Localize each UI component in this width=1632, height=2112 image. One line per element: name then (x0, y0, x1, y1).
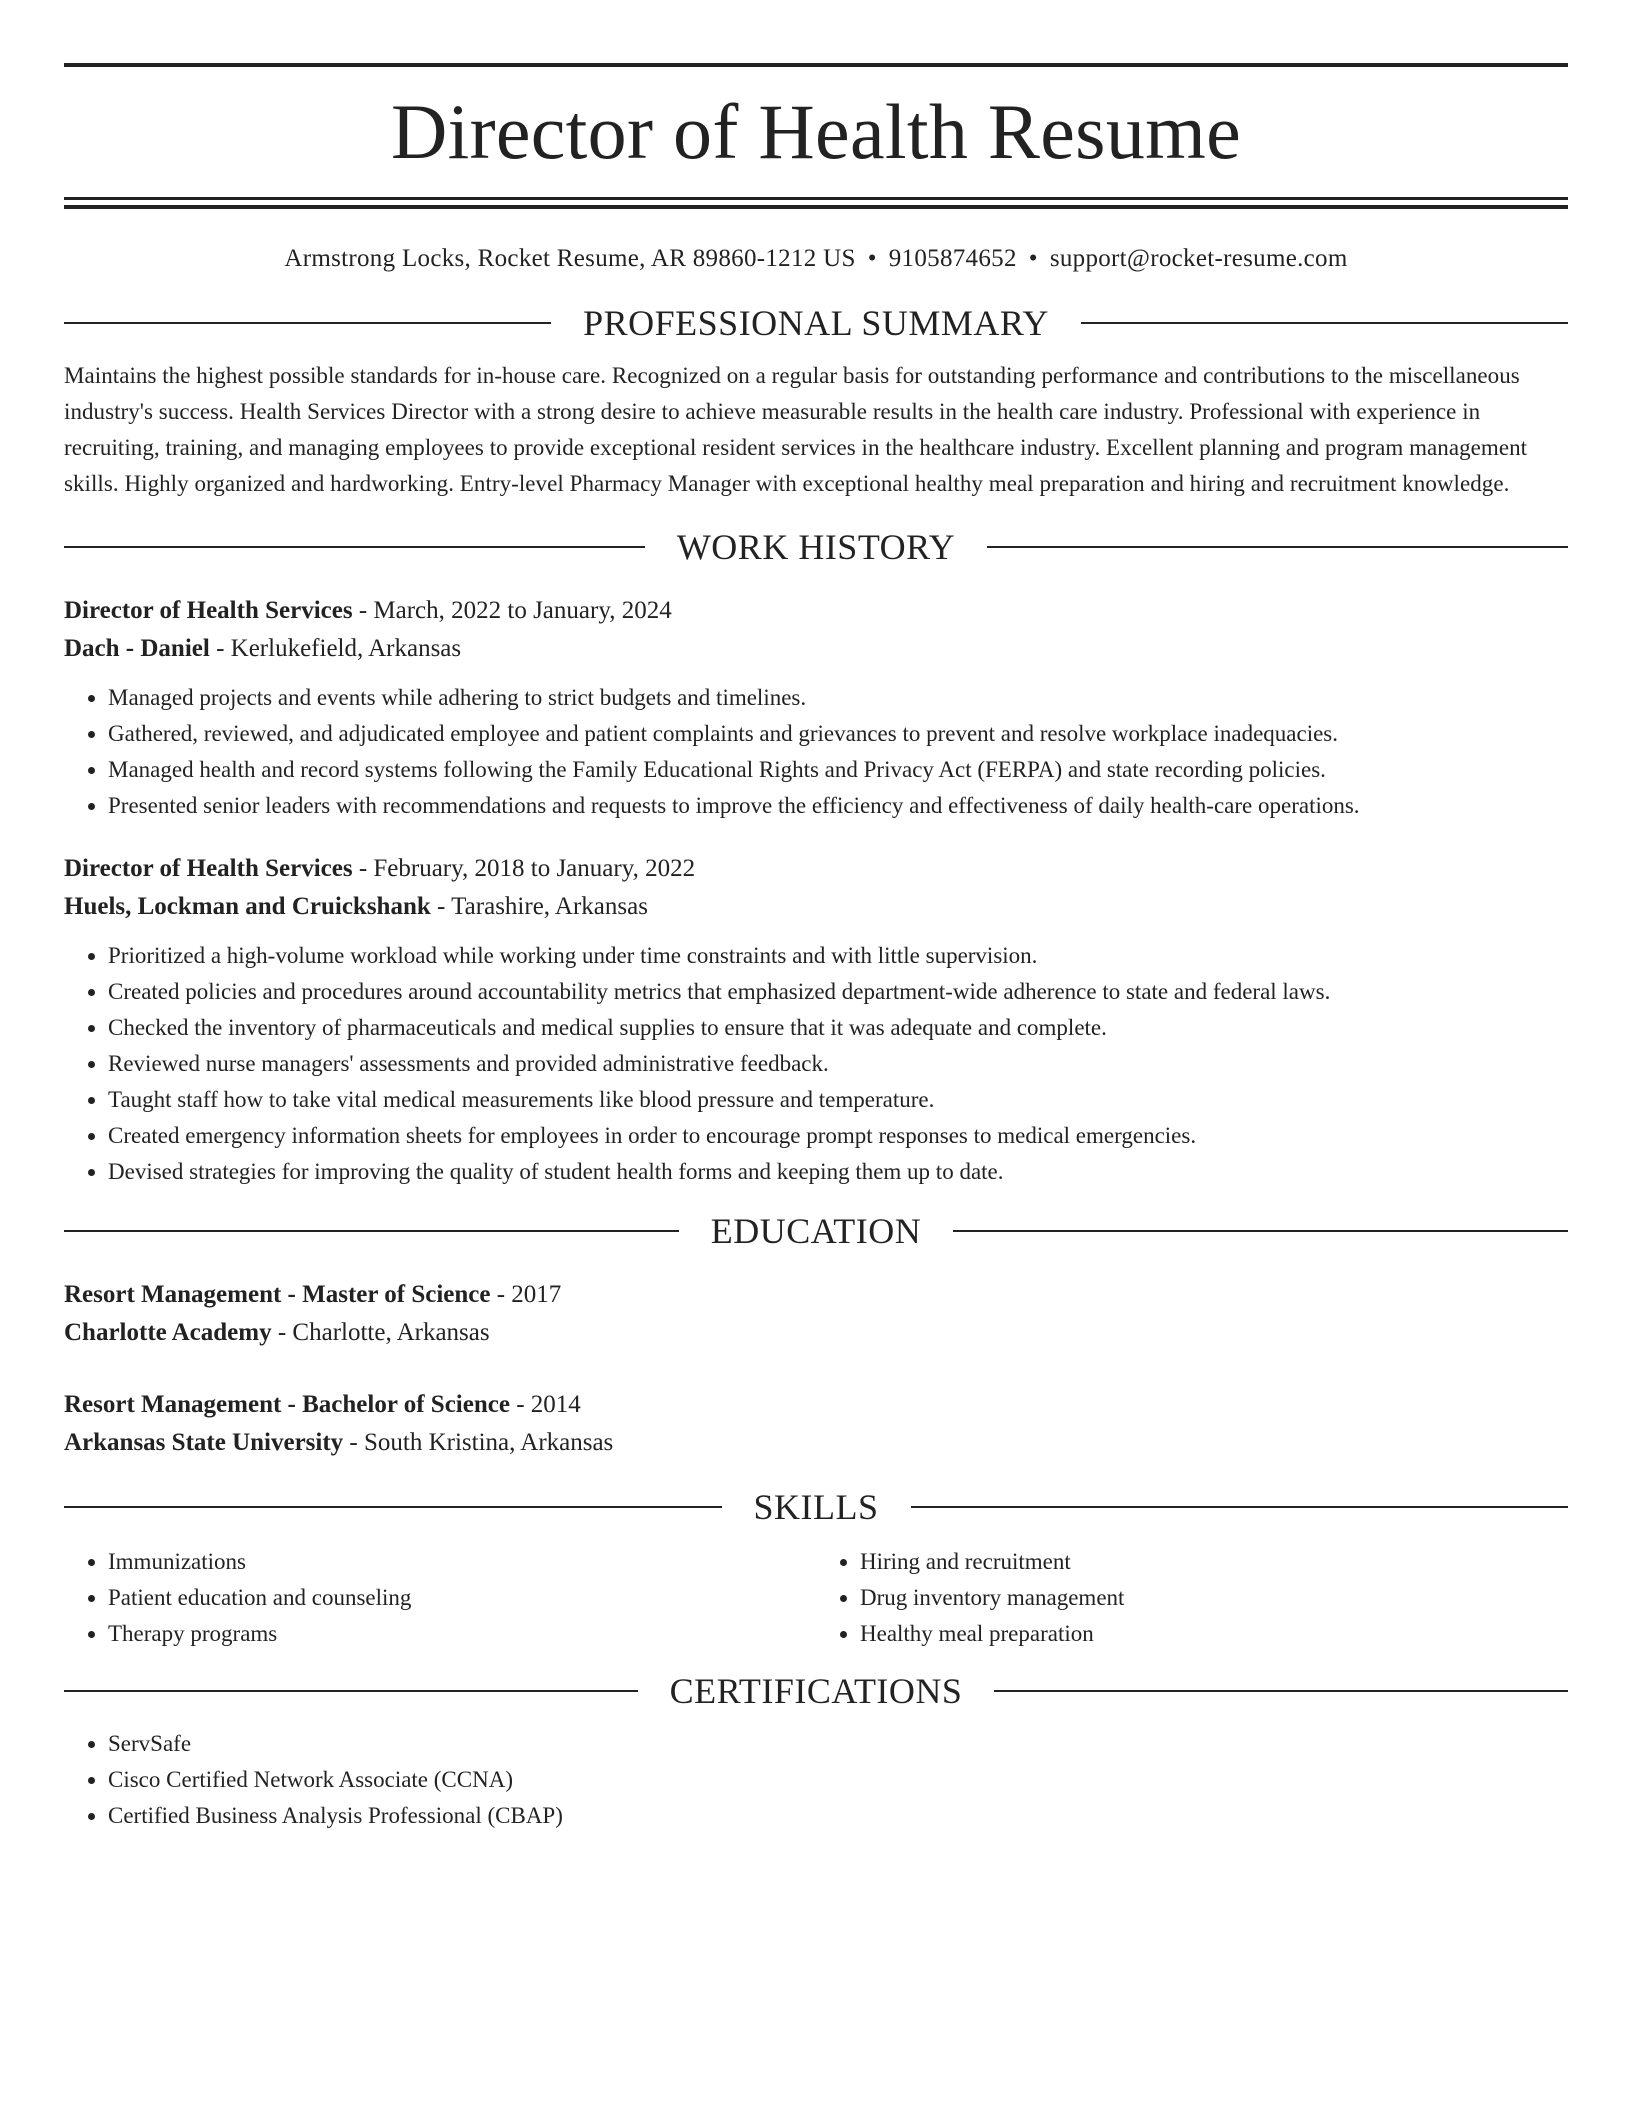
job-bullets (64, 938, 1568, 1190)
list-item: • Hiring and recruitment (860, 1544, 1568, 1580)
job-company-line (64, 630, 1568, 668)
contact-line (64, 242, 1568, 276)
job-title: Director of Health Services (64, 855, 353, 882)
degree-line (64, 1386, 1568, 1424)
job-company-line (64, 888, 1568, 926)
list-item: • Taught staff how to take vital medical measurements like blood pressure and temperature. (108, 1082, 1568, 1118)
list-item: • Certified Business Analysis Professional (CBAP) (108, 1798, 1568, 1834)
contact-separator: • (867, 245, 877, 272)
job-title-line (64, 850, 1568, 888)
list-item: • Healthy meal preparation (860, 1616, 1568, 1652)
degree-line (64, 1276, 1568, 1314)
section-title: SKILLS (753, 1487, 879, 1527)
job-entry (64, 850, 1568, 1190)
list-item: • Presented senior leaders with recommendations and requests to improve the efficiency and effectiveness of daily health-care operations. (108, 788, 1568, 824)
section-rule-left (64, 1690, 638, 1692)
list-item: • Cisco Certified Network Associate (CCNA) (108, 1762, 1568, 1798)
list-item: • Immunizations (108, 1544, 816, 1580)
title-double-rule (64, 197, 1568, 209)
school-location: - South Kristina, Arkansas (343, 1429, 614, 1456)
contact-separator: • (1028, 245, 1038, 272)
job-location: - Tarashire, Arkansas (430, 893, 648, 920)
list-item: • Managed projects and events while adhering to strict budgets and timelines. (108, 680, 1568, 716)
section-header-summary (64, 300, 1568, 346)
section-rule-right (1081, 322, 1568, 324)
job-company: Dach - Daniel (64, 635, 210, 662)
school-line (64, 1314, 1568, 1352)
section-rule-left (64, 322, 551, 324)
list-item: • Created emergency information sheets for employees in order to encourage prompt responses to medical emergencies. (108, 1118, 1568, 1154)
job-title-line (64, 592, 1568, 630)
list-item: • Checked the inventory of pharmaceuticals and medical supplies to ensure that it was adequate and complete. (108, 1010, 1568, 1046)
job-dates: - February, 2018 to January, 2022 (352, 855, 696, 882)
list-item: • Prioritized a high-volume workload while working under time constraints and with little supervision. (108, 938, 1568, 974)
top-rule (64, 63, 1568, 67)
job-location: - Kerlukefield, Arkansas (209, 635, 462, 662)
skills-columns (64, 1544, 1568, 1652)
skills-list-left (64, 1544, 816, 1652)
job-entry (64, 592, 1568, 824)
contact-address: Armstrong Locks, Rocket Resume, AR 89860-1212 US (284, 245, 856, 272)
section-rule-right (987, 546, 1568, 548)
section-title: CERTIFICATIONS (669, 1671, 963, 1711)
education-entry (64, 1386, 1568, 1462)
degree: Resort Management - Bachelor of Science (64, 1391, 510, 1418)
job-company: Huels, Lockman and Cruickshank (64, 893, 431, 920)
section-title: EDUCATION (710, 1211, 922, 1251)
section-rule-right (911, 1506, 1569, 1508)
section-rule-left (64, 1230, 679, 1232)
list-item: • Therapy programs (108, 1616, 816, 1652)
job-title: Director of Health Services (64, 597, 353, 624)
list-item: • Created policies and procedures around accountability metrics that emphasized department-wide adherence to state and federal laws. (108, 974, 1568, 1010)
section-title: WORK HISTORY (676, 527, 956, 567)
section-rule-left (64, 1506, 722, 1508)
list-item: • Gathered, reviewed, and adjudicated employee and patient complaints and grievances to prevent and resolve workplace inadequacies. (108, 716, 1568, 752)
contact-phone: 9105874652 (888, 245, 1017, 272)
list-item: • Patient education and counseling (108, 1580, 816, 1616)
resume-title: Director of Health Resume (390, 88, 1242, 175)
school: Charlotte Academy (64, 1319, 272, 1346)
degree: Resort Management - Master of Science (64, 1281, 491, 1308)
summary-text: Maintains the highest possible standards for in-house care. Recognized on a regular basis for outstanding performance and contributions to the miscellaneous industry's success. Health Services Director with a strong desire to achieve measurable results in the health care industry. Professional with experience in recruiting, training, and managing employees to provide exceptional resident services in the healthcare industry. Excellent planning and program management skills. Highly organized and hardworking. Entry-level Pharmacy Manager with exceptional healthy meal preparation and hiring and recruitment knowledge. (64, 363, 1528, 496)
section-rule-right (994, 1690, 1568, 1692)
education-entry (64, 1276, 1568, 1352)
list-item: • Reviewed nurse managers' assessments and provided administrative feedback. (108, 1046, 1568, 1082)
job-dates: - March, 2022 to January, 2024 (352, 597, 672, 624)
skills-list-right (816, 1544, 1568, 1652)
graduation-year: - 2017 (490, 1281, 562, 1308)
contact-email: support@rocket-resume.com (1049, 245, 1348, 272)
school-location: - Charlotte, Arkansas (271, 1319, 490, 1346)
list-item: • Managed health and record systems following the Family Educational Rights and Privacy Act (FERPA) and state recording policies. (108, 752, 1568, 788)
list-item: • Devised strategies for improving the quality of student health forms and keeping them up to date. (108, 1154, 1568, 1190)
list-item: • Drug inventory management (860, 1580, 1568, 1616)
job-bullets (64, 680, 1568, 824)
section-header-work-history (64, 524, 1568, 570)
school: Arkansas State University (64, 1429, 344, 1456)
certifications-list (64, 1726, 1568, 1834)
list-item: • ServSafe (108, 1726, 1568, 1762)
section-rule-left (64, 546, 645, 548)
section-title: PROFESSIONAL SUMMARY (583, 303, 1049, 343)
section-header-education (64, 1208, 1568, 1254)
graduation-year: - 2014 (509, 1391, 581, 1418)
section-header-skills (64, 1484, 1568, 1530)
section-header-certifications (64, 1668, 1568, 1714)
section-rule-right (953, 1230, 1568, 1232)
school-line (64, 1424, 1568, 1462)
